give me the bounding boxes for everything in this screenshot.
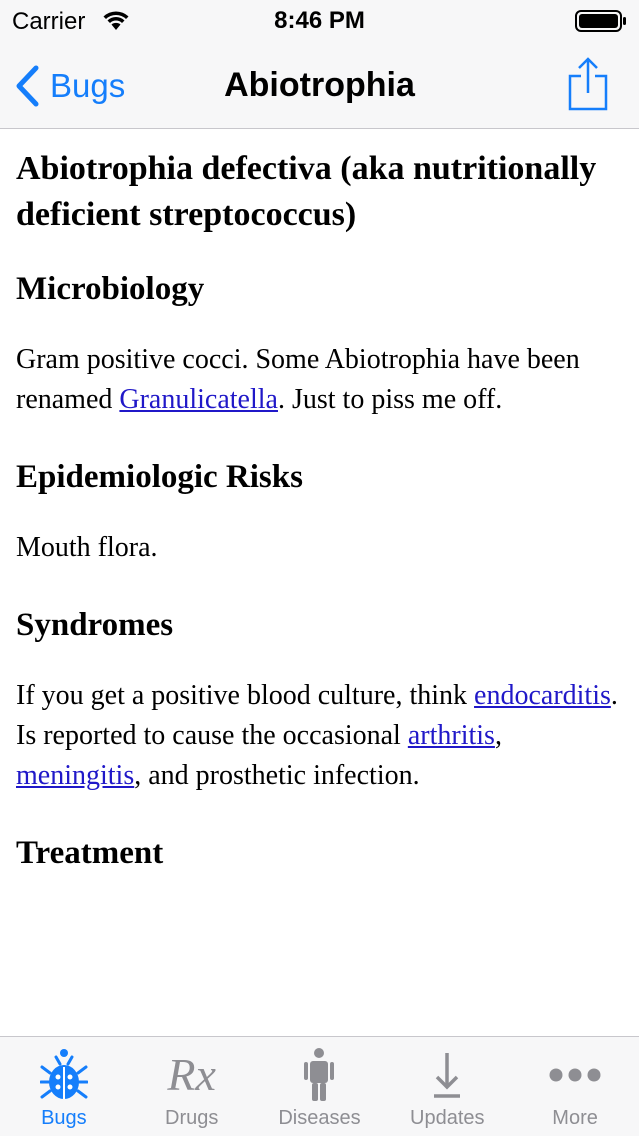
tab-drugs[interactable] <box>128 1037 256 1136</box>
tab-updates[interactable] <box>383 1037 511 1136</box>
tab-label: Updates <box>410 1107 485 1129</box>
tab-more[interactable] <box>511 1037 639 1136</box>
carrier-label: Carrier <box>12 8 86 35</box>
text-span: . Just to piss me off. <box>277 384 503 415</box>
text-span: Mouth flora. <box>16 532 158 563</box>
battery-icon <box>575 10 627 32</box>
article-title: Abiotrophia defectiva (aka nutritionally deficient streptococcus) <box>16 150 597 233</box>
tab-label: Drugs <box>165 1107 219 1129</box>
tab-bar <box>0 1036 639 1136</box>
person-icon <box>289 1045 349 1105</box>
chevron-left-icon <box>14 65 40 107</box>
link-arthritis[interactable]: arthritis <box>407 720 495 751</box>
rx-glyph: Rx <box>167 1049 216 1100</box>
text-span: , <box>494 720 502 751</box>
article-content <box>0 130 639 1036</box>
text-span: If you get a positive blood culture, think <box>16 680 475 711</box>
rx-icon <box>162 1045 222 1105</box>
tab-label: More <box>552 1107 598 1129</box>
tab-bugs[interactable] <box>0 1037 128 1136</box>
link-endocarditis[interactable]: endocarditis <box>474 680 611 711</box>
section-heading-treatment: Treatment <box>16 835 164 871</box>
back-button[interactable] <box>14 64 125 108</box>
more-icon <box>545 1045 605 1105</box>
section-text-microbiology <box>16 340 623 420</box>
navigation-bar <box>0 40 639 129</box>
tab-label: Bugs <box>41 1107 87 1129</box>
tab-label: Diseases <box>278 1107 361 1129</box>
page-title: Abiotrophia <box>224 66 415 104</box>
bug-icon <box>34 1045 94 1105</box>
link-granulicatella[interactable]: Granulicatella <box>119 384 278 415</box>
tab-diseases[interactable] <box>256 1037 384 1136</box>
status-time: 8:46 PM <box>274 7 365 34</box>
text-span: . Is reported to cause the occasional <box>16 680 618 751</box>
text-span: Gram positive cocci. Some Abiotrophia have been renamed <box>16 344 580 415</box>
back-button-label: Bugs <box>50 67 126 104</box>
share-icon[interactable] <box>567 56 609 112</box>
download-icon <box>417 1045 477 1105</box>
section-heading-syndromes: Syndromes <box>16 607 174 643</box>
text-span: , and prosthetic infection. <box>134 760 420 791</box>
status-bar <box>0 0 639 40</box>
section-text-epidemiologic-risks <box>16 528 623 568</box>
section-heading-microbiology: Microbiology <box>16 271 205 307</box>
section-text-syndromes <box>16 676 623 796</box>
link-meningitis[interactable]: meningitis <box>16 760 135 791</box>
section-heading-epidemiologic-risks: Epidemiologic Risks <box>16 459 303 495</box>
